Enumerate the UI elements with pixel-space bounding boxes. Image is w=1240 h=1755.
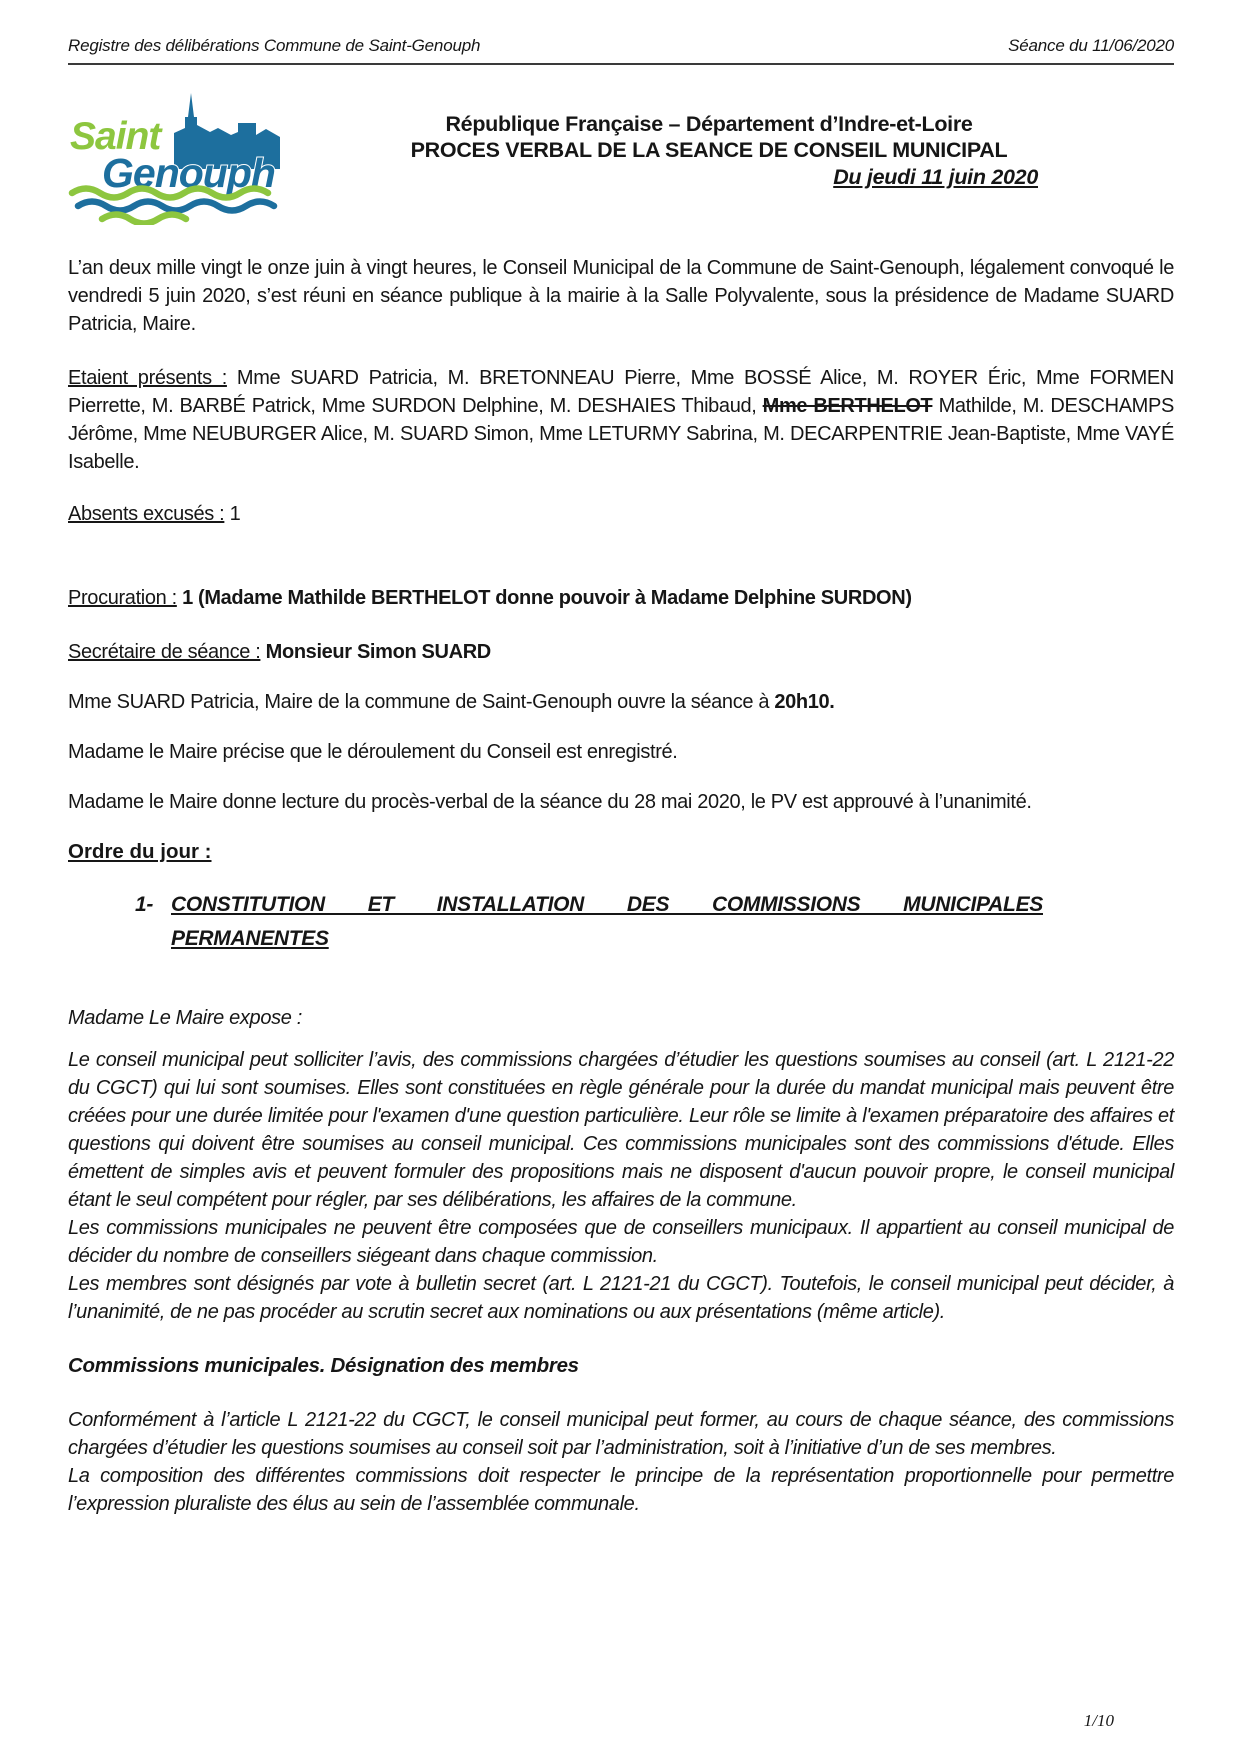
title-republique: République Française – Département d’Indre-et-Loire [445, 112, 973, 136]
presents-list-1: Mme SUARD Patricia, M. BRETONNEAU Pierre, Mme BOSSÉ Alice, M. ROYER Éric, Mme FORMEN Pierrette, M. BARBÉ Patrick, Mme SURDON Delphine, M. DESHAIES Thibaud, [68, 367, 1174, 417]
commissions-subheading: Commissions municipales. Désignation des membres [68, 1354, 579, 1377]
conformement-paragraph-2: La composition des différentes commissions doit respecter le principe de la représentation proportionnelle pour permettre l’expression pluraliste des élus au sein de l’assemblée communale. [68, 1465, 1174, 1515]
header-left-text: Registre des délibérations Commune de Saint-Genouph [68, 36, 481, 55]
secretaire-value: Monsieur Simon SUARD [265, 641, 491, 663]
footer-page-number: 1/10 [1083, 1711, 1114, 1730]
paragraph-procuration [68, 584, 1174, 612]
expose-paragraph-2: Les commissions municipales ne peuvent être composées que de conseillers municipaux. Il appartient au conseil municipal de décider du nombre de conseillers siégeant dans chaque commission. [68, 1217, 1174, 1267]
logo-wave-blue-icon [78, 202, 274, 211]
page-header [68, 0, 1174, 65]
agenda-item-1 [135, 888, 1174, 956]
commune-logo-graphic [68, 85, 283, 225]
logo-word-saint: Saint [70, 115, 161, 158]
ouverture-text: Mme SUARD Patricia, Maire de la commune de Saint-Genouph ouvre la séance à [68, 691, 770, 713]
logo-wave-green-2-icon [102, 215, 186, 224]
absents-label: Absents excusés : [68, 503, 225, 525]
expose-body [68, 1046, 1174, 1326]
paragraph-lecture-pv: Madame le Maire donne lecture du procès-verbal de la séance du 28 mai 2020, le PV est approuvé à l’unanimité. [68, 791, 1032, 813]
procuration-label: Procuration : [68, 587, 177, 609]
title-block [380, 65, 1038, 190]
expose-paragraph-1: Le conseil municipal peut solliciter l’avis, des commissions chargées d’étudier les questions soumises au conseil (art. L 2121-22 du CGCT) qui lui sont soumises. Elles sont constituées en règle générale pour la durée du mandat municipal mais peuvent être créées pour une durée limitée pour l'examen d'une question particulière. Leur rôle se limite à l'examen préparatoire des affaires et questions qui doivent être soumises au conseil municipal. Ces commissions municipales sont des commissions d'étude. Elles émettent de simples avis et peuvent formuler des propositions mais ne disposent d'aucun pouvoir propre, le conseil municipal étant le seul compétent pour régler, par ses délibérations, les affaires de la commune. [68, 1049, 1174, 1211]
presents-label: Etaient présents : [68, 367, 227, 389]
logo-word-genouph: Genouph [102, 150, 275, 196]
paragraph-opening: L’an deux mille vingt le onze juin à vingt heures, le Conseil Municipal de la Commune de Saint-Genouph, légalement convoqué le vendredi 5 juin 2020, s’est réuni en séance publique à la mairie à la Salle Polyvalente, sous la présidence de Madame SUARD Patricia, Maire. [68, 257, 1174, 335]
agenda-item-title-line1: CONSTITUTION ET INSTALLATION DES COMMISSIONS MUNICIPALES [171, 893, 1043, 916]
ordre-du-jour-heading: Ordre du jour : [68, 840, 212, 863]
presents-struck-name: Mme BERTHELOT [762, 395, 933, 417]
expose-intro: Madame Le Maire expose : [68, 1007, 302, 1029]
paragraph-enregistrement: Madame le Maire précise que le déroulement du Conseil est enregistré. [68, 741, 678, 763]
conformement-paragraph-1: Conformément à l’article L 2121-22 du CGCT, le conseil municipal peut former, au cours de chaque séance, des commissions chargées d’étudier les questions soumises au conseil soit par l’administration, soit à l’initiative d’un de ses membres. [68, 1409, 1174, 1459]
ouverture-time: 20h10. [774, 691, 835, 713]
agenda-item-title-line2: PERMANENTES [171, 927, 329, 950]
expose-paragraph-3: Les membres sont désignés par vote à bulletin secret (art. L 2121-21 du CGCT). Toutefois, le conseil municipal peut décider, à l’unanimité, de ne pas procéder au scrutin secret aux nominations ou aux présentations (même article). [68, 1273, 1174, 1323]
paragraph-ouverture [68, 688, 1174, 716]
agenda-item-title [171, 888, 1043, 956]
secretaire-label: Secrétaire de séance : [68, 641, 261, 663]
page-content [0, 65, 1240, 1518]
header-right-text: Séance du 11/06/2020 [1008, 36, 1174, 55]
agenda-item-number: 1- [135, 893, 154, 916]
paragraph-secretaire [68, 638, 1174, 666]
paragraph-absents [68, 500, 1174, 528]
commune-logo [68, 85, 283, 225]
procuration-value: 1 (Madame Mathilde BERTHELOT donne pouvoir à Madame Delphine SURDON) [182, 587, 912, 609]
conformement-body [68, 1406, 1174, 1518]
presents-list-2: Mathilde, M. DESCHAMPS Jérôme, Mme NEUBURGER Alice, M. SUARD Simon, Mme LETURMY Sabrina, M. DECARPENTRIE Jean-Baptiste, Mme VAYÉ Isabelle. [68, 395, 1174, 473]
title-proces-verbal: PROCES VERBAL DE LA SEANCE DE CONSEIL MUNICIPAL [410, 138, 1008, 162]
absents-value: 1 [229, 503, 241, 525]
paragraph-presents [68, 364, 1174, 476]
title-session-date: Du jeudi 11 juin 2020 [833, 165, 1038, 189]
